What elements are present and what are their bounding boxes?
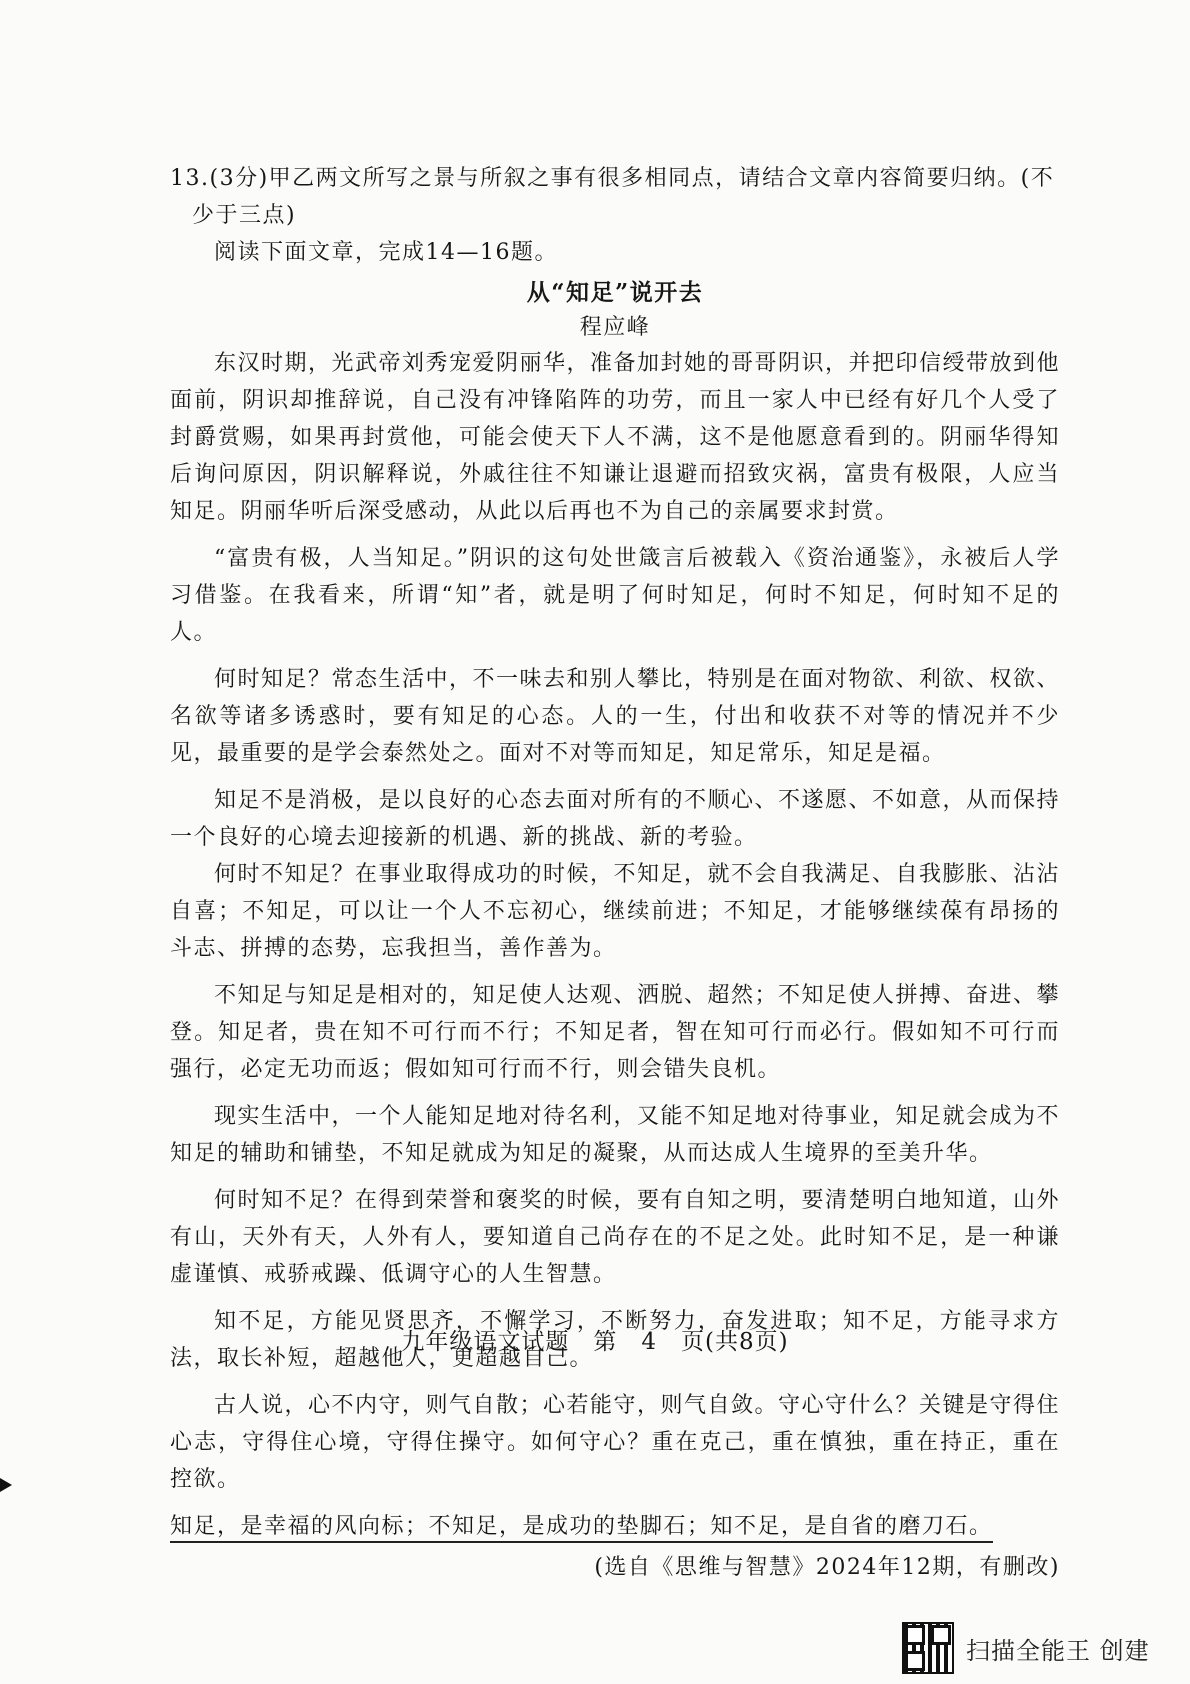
article-paragraph-4: 知足不是消极，是以良好的心态去面对所有的不顺心、不遂愿、不如意，从而保持一个良好的心境去迎接新的机遇、新的挑战、新的考验。 bbox=[170, 788, 1061, 850]
article-paragraph-7: 现实生活中，一个人能知足地对待名利，又能不知足地对待事业，知足就会成为不知足的辅助和铺垫，不知足就成为知足的凝聚，从而达成人生境界的至美升华。 bbox=[170, 1104, 1061, 1166]
scanner-watermark bbox=[902, 1620, 1150, 1676]
scan-edge-arrow-icon bbox=[0, 1478, 12, 1492]
question-13: 13.(3分)甲乙两文所写之景与所叙之事有很多相同点，请结合文章内容简要归纳。(不少于三点) bbox=[170, 166, 1055, 228]
article-paragraph-1: 东汉时期，光武帝刘秀宠爱阴丽华，准备加封她的哥哥阴识，并把印信绶带放到他面前，阴识却推辞说，自己没有冲锋陷阵的功劳，而且一家人中已经有好几个人受了封爵赏赐，如果再封赏他，可能会使天下人不满，这不是他愿意看到的。阴丽华得知后询问原因，阴识解释说，外戚往往不知谦让退避而招致灾祸，富贵有极限，人应当知足。阴丽华听后深受感动，从此以后再也不为自己的亲属要求封赏。 bbox=[170, 351, 1061, 524]
article-closing bbox=[170, 1508, 1060, 1545]
article-source: (选自《思维与智慧》2024年12期，有删改) bbox=[594, 1555, 1060, 1580]
page-content bbox=[170, 160, 1060, 1586]
article-author: 程应峰 bbox=[579, 315, 651, 340]
article-paragraph-5: 何时不知足？在事业取得成功的时候，不知足，就不会自我满足、自我膨胀、沾沾自喜；不知足，可以让一个人不忘初心，继续前进；不知足，才能够继续葆有昂扬的斗志、拼搏的态势，忘我担当，善作善为。 bbox=[170, 862, 1061, 961]
page-footer: 九年级语文试题 第 4 页(共8页) bbox=[401, 1329, 789, 1355]
article-closing-text: 知足，是幸福的风向标；不知足，是成功的垫脚石；知不足，是自省的磨刀石。 bbox=[170, 1514, 993, 1543]
article-paragraph-10: 古人说，心不内守，则气自散；心若能守，则气自敛。守心守什么？关键是守得住心志，守得住心境，守得住操守。如何守心？重在克己，重在慎独，重在持正，重在控欲。 bbox=[170, 1393, 1061, 1492]
article-paragraph-9: 知不足，方能见贤思齐，不懈学习，不断努力，奋发进取；知不足，方能寻求方法，取长补短，超越他人，更超越自己。 bbox=[170, 1309, 1060, 1371]
article-paragraph-8: 何时知不足？在得到荣誉和褒奖的时候，要有自知之明，要清楚明白地知道，山外有山，天外有天，人外有人，要知道自己尚存在的不足之处。此时知不足，是一种谦虚谨慎、戒骄戒躁、低调守心的人生智慧。 bbox=[170, 1188, 1061, 1287]
article-title: 从“知足”说开去 bbox=[526, 279, 704, 306]
qr-code-icon bbox=[902, 1622, 954, 1674]
article-paragraph-3: 何时知足？常态生活中，不一味去和别人攀比，特别是在面对物欲、利欲、权欲、名欲等诸多诱惑时，要有知足的心态。人的一生，付出和收获不对等的情况并不少见，最重要的是学会泰然处之。面对不对等而知足，知足常乐，知足是福。 bbox=[170, 667, 1061, 766]
reading-instruction: 阅读下面文章，完成14—16题。 bbox=[214, 240, 558, 265]
watermark-text: 扫描全能王 创建 bbox=[966, 1636, 1150, 1665]
article-paragraph-6: 不知足与知足是相对的，知足使人达观、洒脱、超然；不知足使人拼搏、奋进、攀登。知足者，贵在知不可行而不行；不知足者，智在知可行而必行。假如知不可行而强行，必定无功而返；假如知可行而不行，则会错失良机。 bbox=[170, 983, 1061, 1082]
article-paragraph-2: “富贵有极，人当知足。”阴识的这句处世箴言后被载入《资治通鉴》，永被后人学习借鉴。在我看来，所谓“知”者，就是明了何时知足，何时不知足，何时知不足的人。 bbox=[170, 546, 1060, 645]
